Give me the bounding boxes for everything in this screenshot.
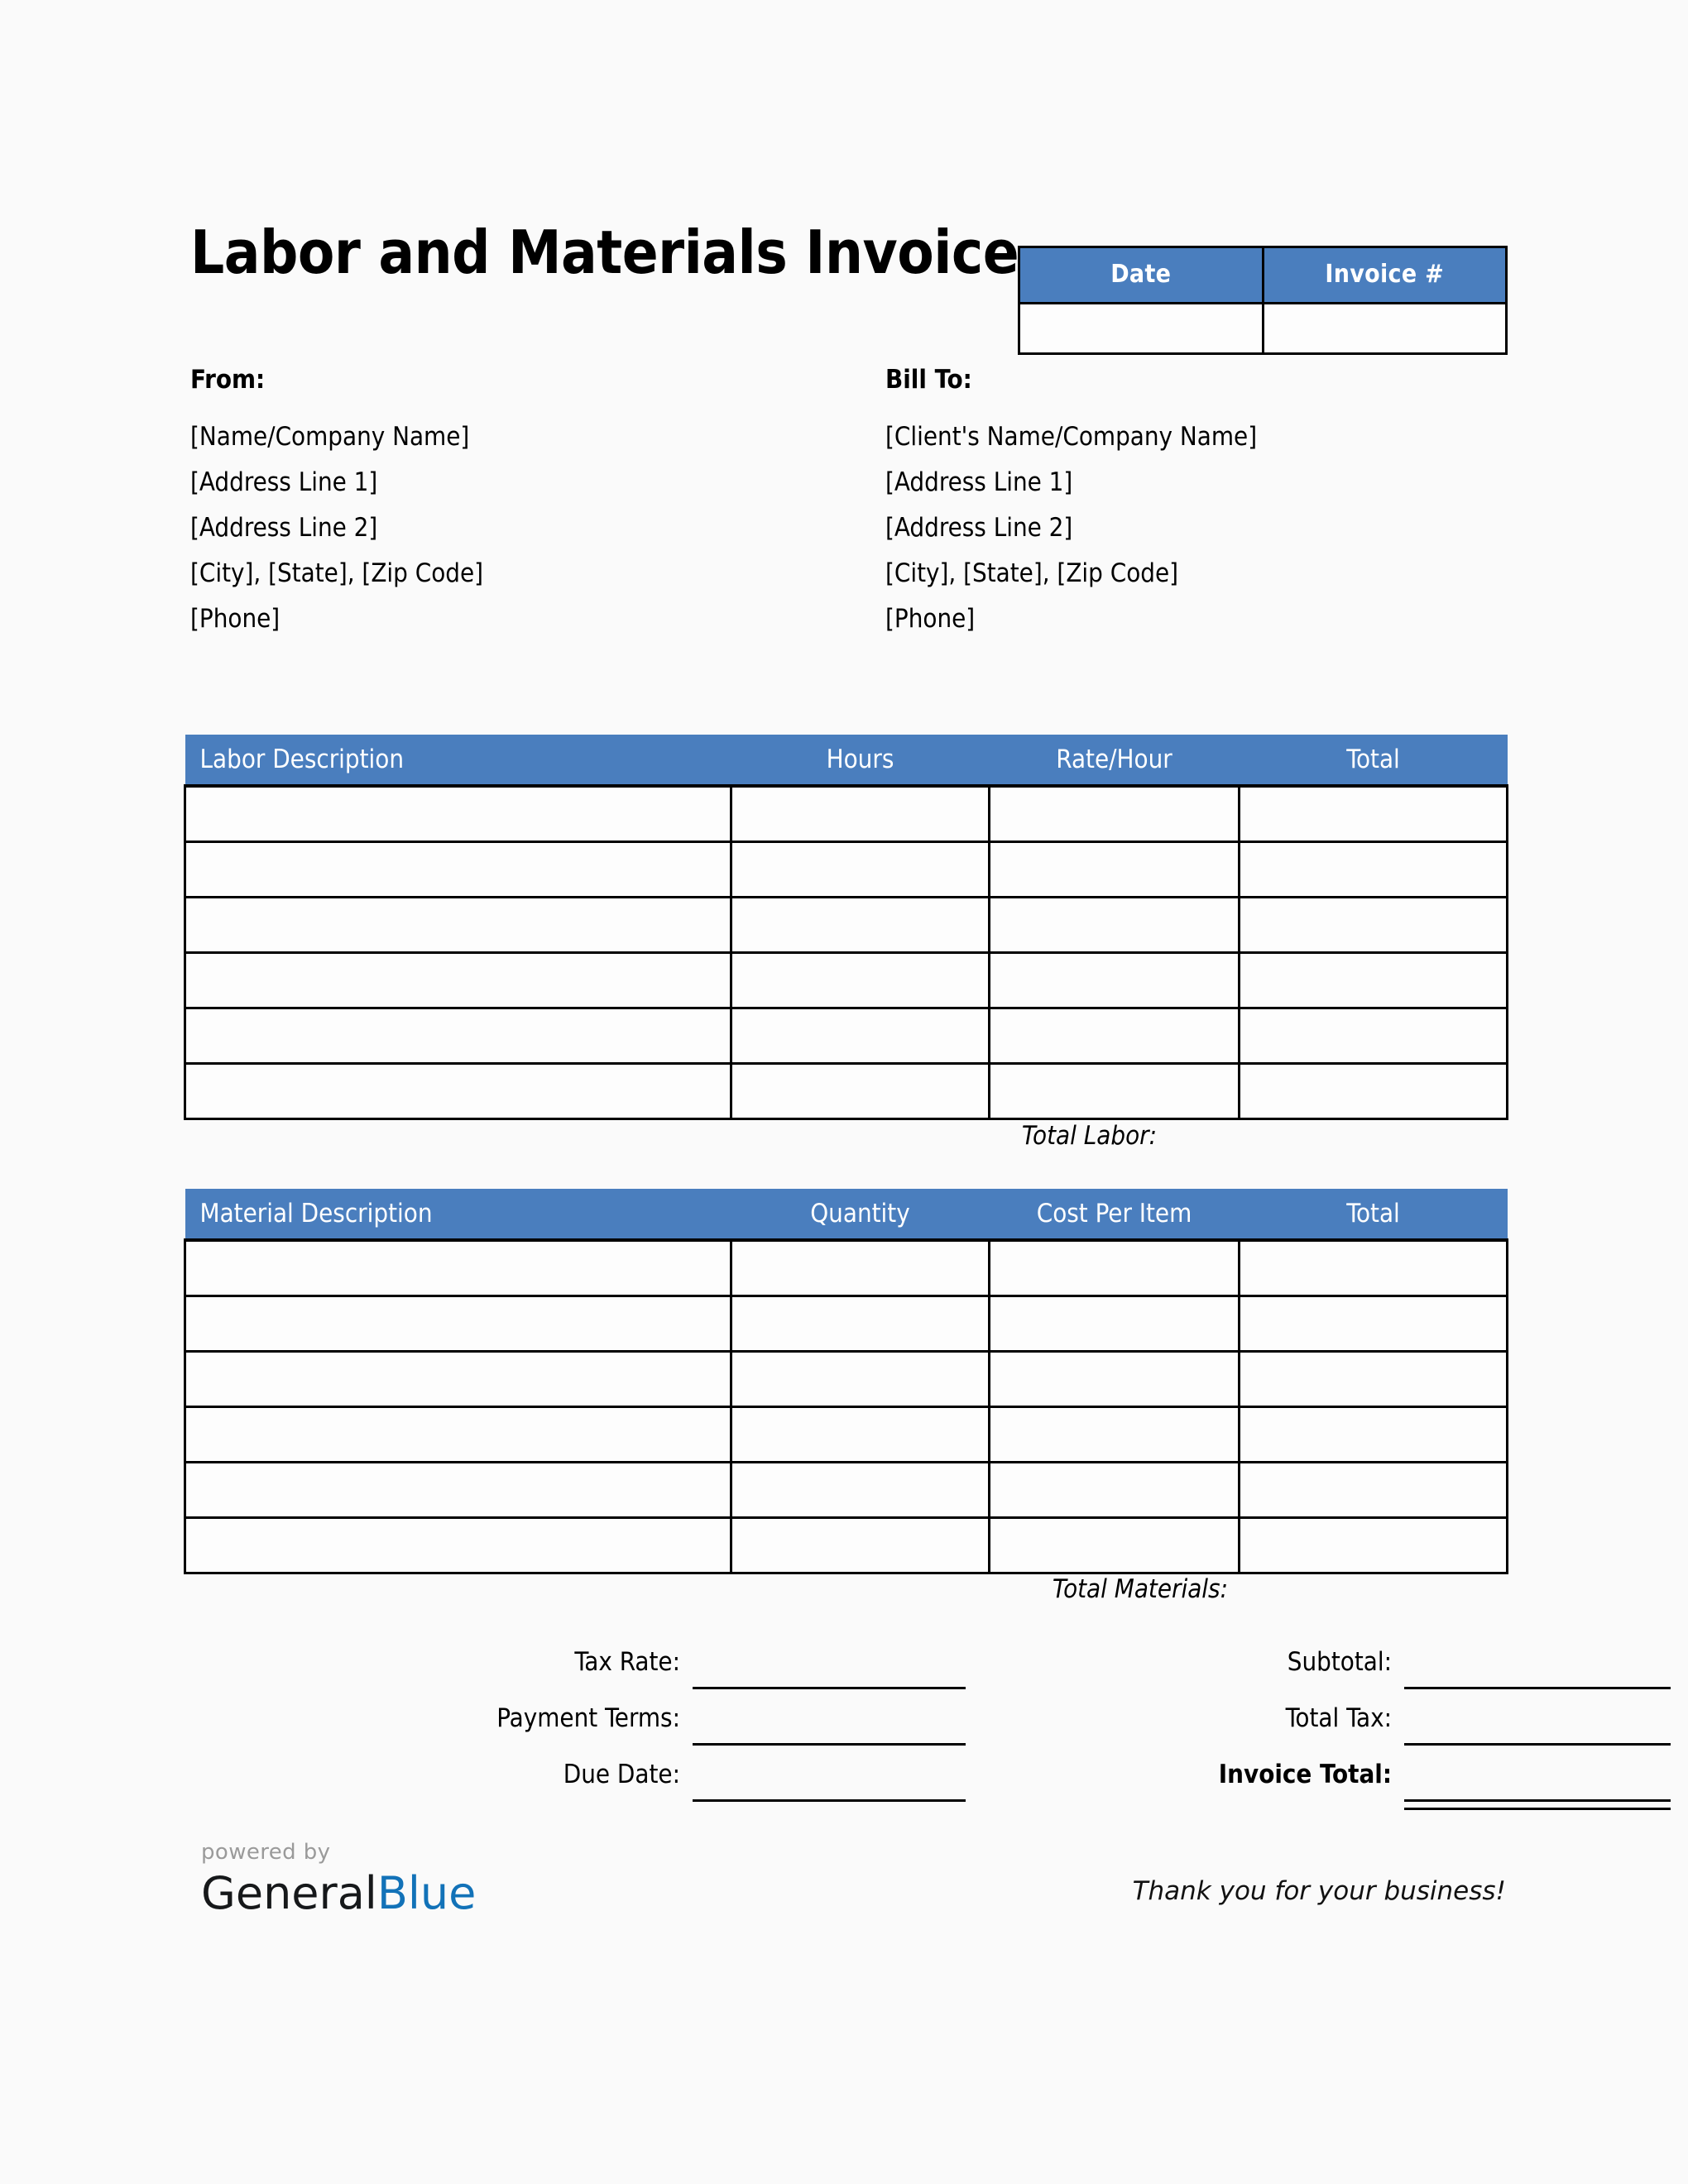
table-row [185,1296,1508,1352]
labor-table [184,735,1508,1120]
labor-cell-hours[interactable] [731,842,990,898]
materials-cell-cost[interactable] [990,1240,1240,1296]
bill-to-line-address-2[interactable]: [Address Line 2] [885,513,1073,543]
materials-cell-total[interactable] [1240,1352,1508,1407]
meta-value-row [1019,304,1507,354]
bill-to-label: Bill To: [885,365,972,395]
labor-header-hours: Hours [731,735,990,786]
labor-cell-description[interactable] [185,1064,731,1119]
materials-cell-cost[interactable] [990,1352,1240,1407]
generalblue-logo [201,1840,549,1919]
materials-cell-description[interactable] [185,1296,731,1352]
materials-cell-quantity[interactable] [731,1296,990,1352]
materials-cell-description[interactable] [185,1518,731,1573]
labor-cell-rate[interactable] [990,1064,1240,1119]
materials-header-row [185,1189,1508,1240]
total-materials-label: Total Materials: [1052,1574,1228,1604]
tax-rate-field[interactable] [693,1687,966,1689]
subtotal-label: Subtotal: [1287,1647,1392,1677]
total-labor-label: Total Labor: [1021,1121,1157,1151]
materials-cell-quantity[interactable] [731,1352,990,1407]
table-row [185,1518,1508,1573]
tax-rate-label: Tax Rate: [574,1647,680,1677]
meta-header-invoice-number: Invoice # [1263,247,1507,304]
materials-cell-cost[interactable] [990,1518,1240,1573]
table-row [185,953,1508,1008]
labor-cell-hours[interactable] [731,1008,990,1064]
payment-terms-label: Payment Terms: [496,1703,680,1733]
materials-cell-description[interactable] [185,1240,731,1296]
meta-header-date: Date [1019,247,1264,304]
from-label: From: [190,365,266,395]
materials-header-total: Total [1240,1189,1508,1240]
total-tax-label: Total Tax: [1285,1703,1392,1733]
table-row [185,842,1508,898]
invoice-summary [184,1642,1508,1791]
brand-name-blue: Blue [376,1867,477,1919]
materials-cell-quantity[interactable] [731,1240,990,1296]
total-tax-field[interactable] [1404,1743,1671,1746]
materials-table [184,1189,1508,1574]
bill-to-line-address-1[interactable]: [Address Line 1] [885,467,1073,497]
table-row [185,1240,1508,1296]
labor-cell-rate[interactable] [990,898,1240,953]
table-row [185,1407,1508,1463]
from-line-address-1[interactable]: [Address Line 1] [190,467,378,497]
meta-header-row [1019,247,1507,304]
labor-cell-hours[interactable] [731,953,990,1008]
materials-cell-quantity[interactable] [731,1407,990,1463]
from-line-name[interactable]: [Name/Company Name] [190,422,470,452]
labor-header-row [185,735,1508,786]
materials-header-cost-per-item: Cost Per Item [990,1189,1240,1240]
subtotal-field[interactable] [1404,1687,1671,1689]
materials-cell-total[interactable] [1240,1407,1508,1463]
labor-cell-rate[interactable] [990,953,1240,1008]
labor-cell-total[interactable] [1240,842,1508,898]
brand-name-general: General [201,1867,377,1919]
materials-cell-cost[interactable] [990,1296,1240,1352]
invoice-meta-table [1018,246,1508,355]
labor-header-description: Labor Description [185,735,731,786]
payment-terms-field[interactable] [693,1743,966,1746]
materials-cell-total[interactable] [1240,1296,1508,1352]
bill-to-line-name[interactable]: [Client's Name/Company Name] [885,422,1258,452]
labor-header-total: Total [1240,735,1508,786]
thank-you-message: Thank you for your business! [1132,1876,1506,1906]
table-row [185,1064,1508,1119]
labor-cell-total[interactable] [1240,786,1508,842]
labor-cell-description[interactable] [185,953,731,1008]
materials-cell-total[interactable] [1240,1518,1508,1573]
materials-cell-total[interactable] [1240,1463,1508,1518]
from-block [190,357,483,642]
labor-cell-hours[interactable] [731,786,990,842]
table-row [185,898,1508,953]
brand-name [201,1868,549,1919]
labor-cell-total[interactable] [1240,1008,1508,1064]
due-date-label: Due Date: [563,1760,680,1789]
from-line-phone[interactable]: [Phone] [190,604,281,634]
page-title: Labor and Materials Invoice [190,218,1019,287]
powered-by-label: powered by [201,1840,331,1865]
labor-cell-rate[interactable] [990,1008,1240,1064]
labor-cell-description[interactable] [185,842,731,898]
invoice-total-label: Invoice Total: [1218,1760,1392,1789]
materials-cell-cost[interactable] [990,1407,1240,1463]
from-line-city-state-zip[interactable]: [City], [State], [Zip Code] [190,558,484,588]
labor-cell-description[interactable] [185,1008,731,1064]
invoice-number-input-cell[interactable] [1263,304,1507,354]
materials-cell-quantity[interactable] [731,1463,990,1518]
labor-cell-hours[interactable] [731,898,990,953]
table-row [185,1463,1508,1518]
table-row [185,1352,1508,1407]
labor-cell-description[interactable] [185,786,731,842]
labor-cell-total[interactable] [1240,898,1508,953]
materials-cell-quantity[interactable] [731,1518,990,1573]
labor-cell-total[interactable] [1240,1064,1508,1119]
materials-cell-total[interactable] [1240,1240,1508,1296]
labor-header-rate: Rate/Hour [990,735,1240,786]
labor-cell-description[interactable] [185,898,731,953]
labor-cell-hours[interactable] [731,1064,990,1119]
date-input-cell[interactable] [1019,304,1264,354]
materials-cell-description[interactable] [185,1407,731,1463]
invoice-header [184,217,1508,324]
bill-to-line-phone[interactable]: [Phone] [885,604,976,634]
labor-cell-rate[interactable] [990,842,1240,898]
materials-header-quantity: Quantity [731,1189,990,1240]
materials-cell-description[interactable] [185,1352,731,1407]
due-date-field[interactable] [693,1799,966,1802]
materials-cell-description[interactable] [185,1463,731,1518]
materials-header-description: Material Description [185,1189,731,1240]
labor-cell-rate[interactable] [990,786,1240,842]
labor-cell-total[interactable] [1240,953,1508,1008]
bill-to-line-city-state-zip[interactable]: [City], [State], [Zip Code] [885,558,1179,588]
materials-cell-cost[interactable] [990,1463,1240,1518]
table-row [185,786,1508,842]
invoice-total-field[interactable] [1404,1799,1671,1810]
from-line-address-2[interactable]: [Address Line 2] [190,513,378,543]
bill-to-block [885,357,1257,642]
table-row [185,1008,1508,1064]
